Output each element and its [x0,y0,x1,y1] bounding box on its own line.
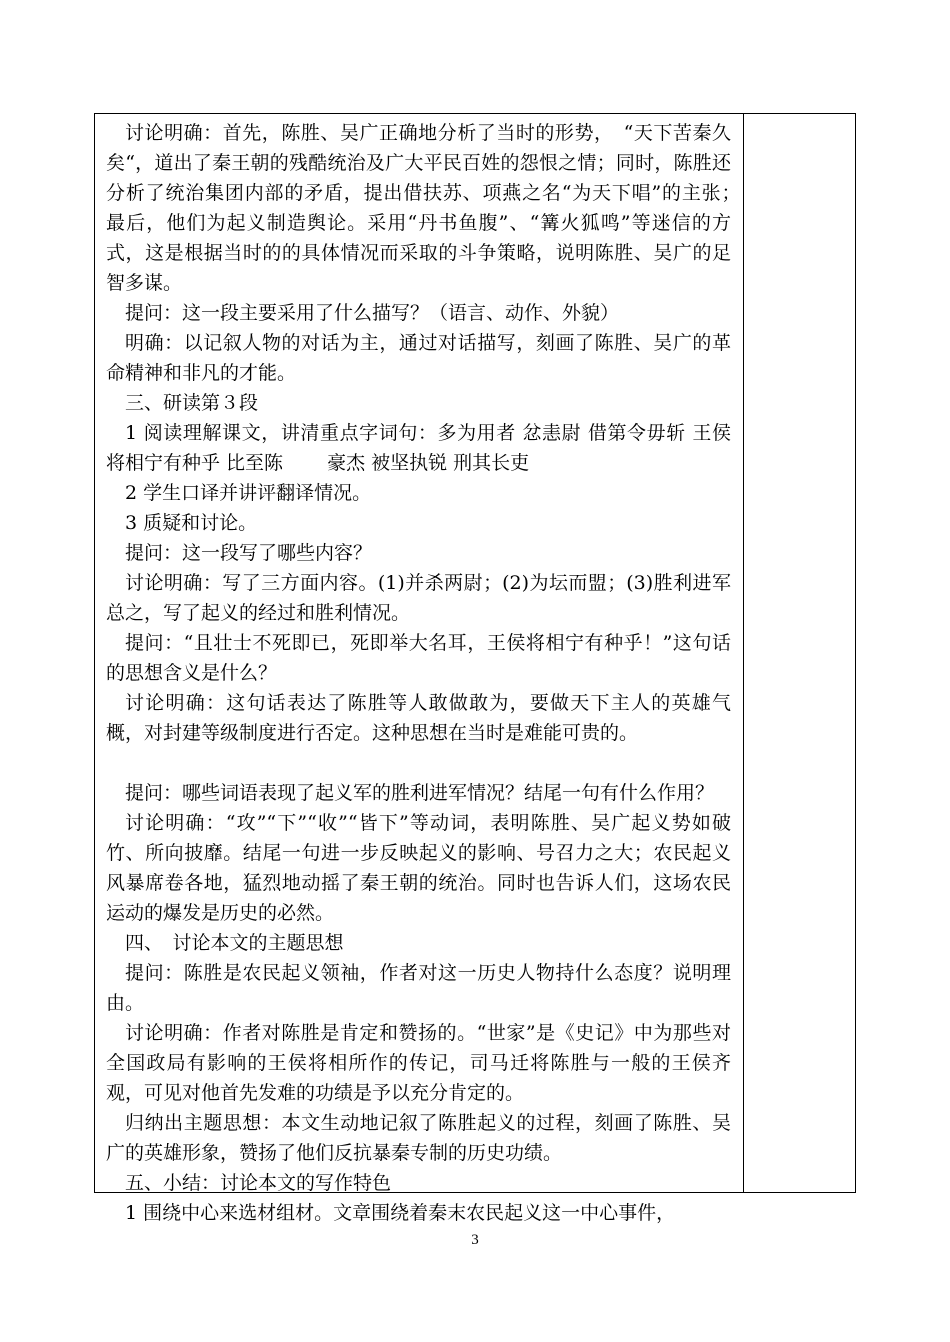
paragraph: 提问：这一段主要采用了什么描写？（语言、动作、外貌） [125,302,620,324]
paragraph: 讨论明确：“攻”“下”“收”“皆下”等动词，表明陈胜、吴广起义势如破竹、所向披靡。结尾一句进一步反映起义的影响、号召力之大；农民起义风暴席卷各地，猛烈地动摇了秦王朝的统治。同时也告诉人们，这场农民运动的爆发是历史的必然。 [106,812,731,924]
paragraph: 提问：“且壮士不死即已，死即举大名耳，王侯将相宁有种乎！”这句话的思想含义是什么？ [106,632,731,684]
main-content-cell [106,118,776,1228]
paragraph: 1 围绕中心来选材组材。文章围绕着秦末农民起义这一中心事件， [125,1202,676,1224]
paragraph: 2 学生口译并讲评翻译情况。 [125,482,372,504]
paragraph: 1 阅读理解课文，讲清重点字词句：多为用者 忿恚尉 借第令毋斩 王侯将相宁有种乎 比至陈 豪杰 被坚执锐 刑其长吏 [106,422,731,474]
column-divider [743,114,744,1192]
paragraph: 讨论明确：作者对陈胜是肯定和赞扬的。“世家”是《史记》中为那些对全国政局有影响的王侯将相所作的传记，司马迁将陈胜与一般的王侯齐观，可见对他首先发难的功绩是予以充分肯定的。 [106,1022,731,1104]
paragraph: 讨论明确：写了三方面内容。(1)并杀两尉；(2)为坛而盟；(3)胜利进军 总之，写了起义的经过和胜利情况。 [106,572,776,624]
section-heading: 五、小结：讨论本文的写作特色 [125,1172,392,1194]
blank-line [106,748,731,778]
paragraph: 讨论明确：这句话表达了陈胜等人敢做敢为，要做天下主人的英雄气概，对封建等级制度进行否定。这种思想在当时是难能可贵的。 [106,692,731,744]
paragraph: 3 质疑和讨论。 [125,512,258,534]
document-table [94,113,856,1224]
section-heading: 三、研读第３段 [125,392,259,414]
paragraph: 提问：这一段写了哪些内容？ [125,542,373,564]
paragraph: 明确：以记叙人物的对话为主，通过对话描写，刻画了陈胜、吴广的革命精神和非凡的才能。 [106,332,731,384]
paragraph: 提问：哪些词语表现了起义军的胜利进军情况？结尾一句有什么作用？ [125,782,715,804]
notes-cell [745,114,855,1192]
page-number: 3 [471,1232,479,1248]
paragraph: 提问：陈胜是农民起义领袖，作者对这一历史人物持什么态度？说明理由。 [106,962,731,1014]
paragraph: 归纳出主题思想：本文生动地记叙了陈胜起义的过程，刻画了陈胜、吴广的英雄形象，赞扬了他们反抗暴秦专制的历史功绩。 [106,1112,731,1164]
paragraph: 讨论明确：首先，陈胜、吴广正确地分析了当时的形势， “天下苦秦久矣“，道出了秦王朝的残酷统治及广大平民百姓的怨恨之情；同时，陈胜还分析了统治集团内部的矛盾，提出借扶苏、项燕之名“为天下唱”的主张； 最后，他们为起义制造舆论。采用“丹书鱼腹”、“篝火狐鸣”等迷信的方式，这是根据当时的的具体情况而采取的斗争策略，说明陈胜、吴广的足智多谋。 [106,122,751,294]
section-heading: 四、 讨论本文的主题思想 [125,932,344,954]
